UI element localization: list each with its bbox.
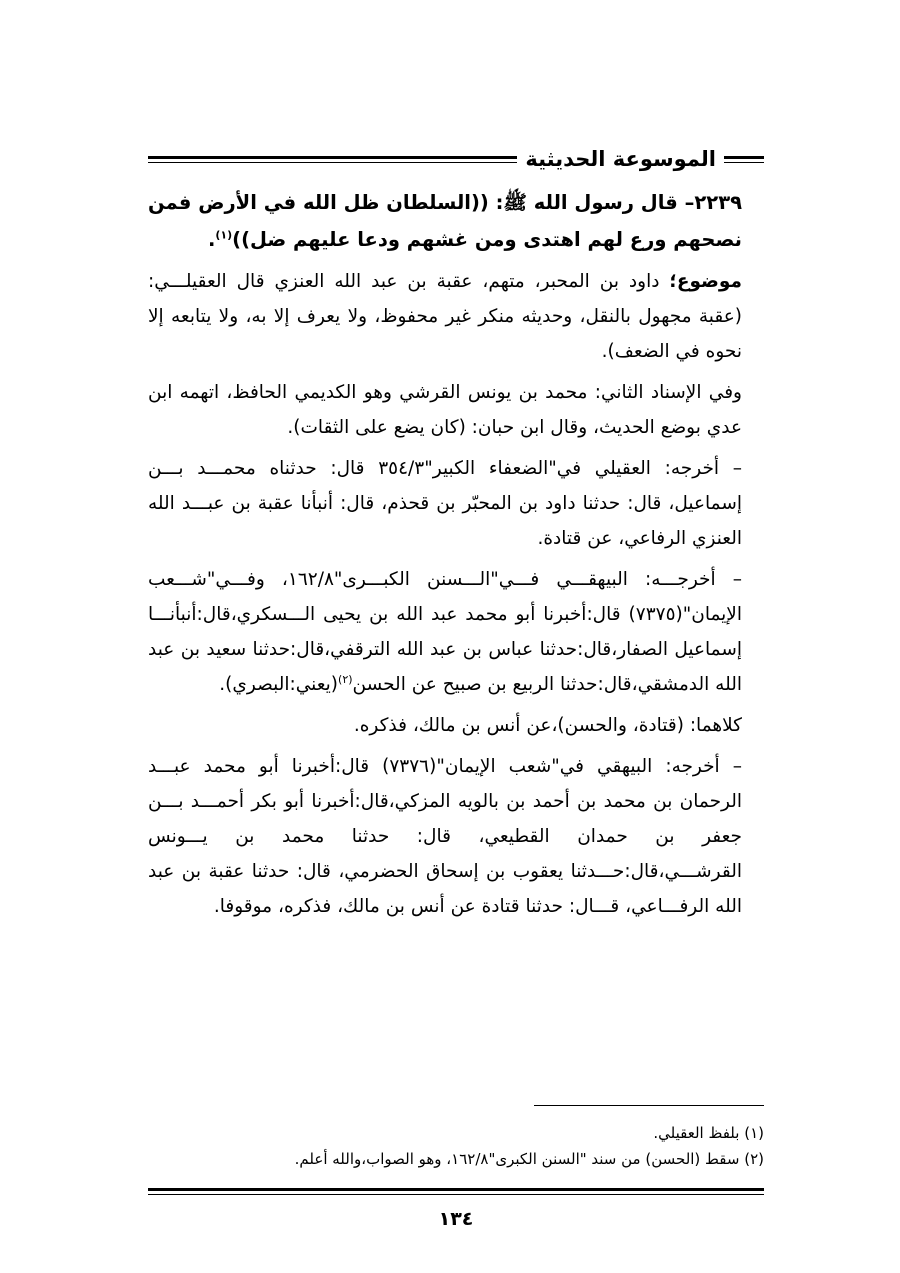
footnote-2: (٢) سقط (الحسن) من سند "السنن الكبرى"١٦٢/٨، وهو الصواب،والله أعلم. <box>294 1150 764 1168</box>
page-content <box>148 140 764 930</box>
header-title: الموسوعة الحديثية <box>525 147 716 171</box>
hadith-text <box>148 184 764 258</box>
footnotes <box>148 1105 764 1172</box>
footnote-separator <box>534 1105 764 1106</box>
body-text <box>148 184 764 924</box>
page-number: ١٣٤ <box>438 1208 474 1230</box>
takhrij-bayhaqi-paragraph <box>148 562 764 702</box>
running-header <box>148 140 764 178</box>
takhrij-shuab-paragraph: – أخرجه: البيهقي في"شعب الإيمان"(٧٣٧٦) قال:أخبرنا أبو محمد عبـــد الرحمان بن محمد بن أحمد بن بالويه المزكي،قال:أخبرنا أبو بكر أحمـــد بـــن جعفر بن حمدان القطيعي، قال: حدثنا محمد بن يـــونس القرشـــي،قال:حـــدثنا يعقوب بن إسحاق الحضرمي، قال: حدثنا عقبة بن عبد الله الرفـــاعي، قـــال: حدثنا قتادة عن أنس بن مالك، فذكره، موقوفا. <box>148 756 742 917</box>
footnote-ref-2: (٢) <box>338 672 353 686</box>
takhrij-bayhaqi-end: (يعني:البصري). <box>219 674 339 695</box>
hadith-text-body: ٢٢٣٩– قال رسول الله ﷺ: ((السلطان ظل الله في الأرض فمن نصحهم ورع لهم اهتدى ومن غشهم ودعا عليهم ضل)) <box>148 191 742 251</box>
header-rule-right <box>724 156 764 163</box>
hadith-text-end: . <box>207 228 216 251</box>
footnote-ref-1: (١) <box>215 228 233 242</box>
second-isnad-paragraph: وفي الإسناد الثاني: محمد بن يونس القرشي وهو الكديمي الحافظ، اتهمه ابن عدي بوضع الحديث، وقال ابن حبان: (كان يضع على الثقات). <box>148 382 742 438</box>
footnote-1: (١) بلفظ العقيلي. <box>653 1124 764 1142</box>
ruling-text: داود بن المحبر، متهم، عقبة بن عبد الله العنزي قال العقيلـــي: (عقبة مجهول بالنقل، وحديثه منكر غير محفوظ، ولا يعرف إلا به، ولا يتابعه إلا نحوه في الضعف). <box>148 271 742 362</box>
footer-rule <box>148 1188 764 1195</box>
ruling-label: موضوع؛ <box>669 271 742 292</box>
ruling-paragraph <box>148 264 764 369</box>
header-rule-left <box>148 156 517 163</box>
takhrij-bayhaqi-text: – أخرجـــه: البيهقـــي فـــي"الـــسنن الكبـــرى"١٦٢/٨، وفـــي"شـــعب الإيمان"(٧٣٧٥) قال:أخبرنا أبو محمد عبد الله بن يحيى الـــسكري،قال:أنبأنـــا إسماعيل الصفار،قال:حدثنا عباس بن عبد الله الترقفي،قال:حدثنا سعيد بن عبد الله الدمشقي،قال:حدثنا الربيع بن صبيح عن الحسن <box>148 569 742 695</box>
both-narrators-paragraph: كلاهما: (قتادة، والحسن)،عن أنس بن مالك، فذكره. <box>353 715 742 736</box>
takhrij-uqayli-paragraph: – أخرجه: العقيلي في"الضعفاء الكبير"٣٥٤/٣ قال: حدثناه محمـــد بـــن إسماعيل، قال: حدثنا داود بن المحبّر بن قحذم، قال: أنبأنا عقبة بن عبـــد الله العنزي الرفاعي، عن قتادة. <box>148 458 742 549</box>
